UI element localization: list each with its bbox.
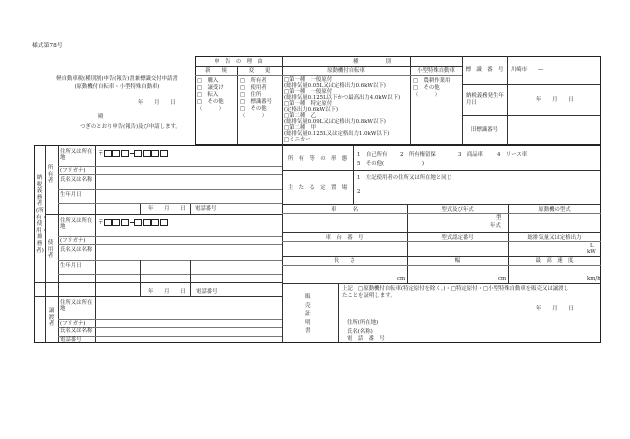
reason-change-header: 変 更 — [248, 68, 271, 74]
owner-furigana-label: (フリガナ) — [60, 168, 86, 174]
type-moped-header: 原動機付自転車 — [327, 68, 365, 74]
certificate-phone-label: 電 話 番 号 — [347, 336, 385, 342]
owner-birth-value: 年 月 日 — [148, 206, 186, 212]
owner-name-label: 氏名又は名称 — [60, 177, 93, 183]
old-plate-label: 旧標識番号 — [471, 127, 498, 133]
certificate-date: 年 月 日 — [536, 306, 574, 312]
form-title: 軽自動車税(種別割)申告(報告)書兼標識交付申請書 — [56, 76, 178, 82]
reason-new-purchase[interactable]: □ 購入 — [197, 78, 219, 84]
transferor-phone-label: 電話番号 — [60, 337, 82, 343]
addressee-suffix: 殿 — [98, 114, 104, 120]
certificate-text-2: たことを証明します。 — [342, 293, 396, 299]
user-postal-code[interactable] — [98, 218, 168, 226]
user-address-label: 住所又は所在地 — [60, 218, 93, 231]
reason-change-plate[interactable]: □ 標識番号 — [240, 99, 273, 105]
reason-new-other[interactable]: □ その他 — [197, 99, 224, 105]
vehicle-maker-label: 車 名 — [331, 207, 358, 213]
type-special-header: 小型特殊自動車 — [417, 68, 455, 74]
form-subtitle: (原動機付自転車・小型特殊自動車) — [74, 84, 160, 90]
type-moped-2b[interactable]: □第二種 乙 — [284, 113, 317, 119]
unit-kilowatts: kW — [587, 249, 596, 255]
reason-new-other-blank[interactable]: （ ） — [197, 106, 224, 112]
header-date: 年 月 日 — [138, 100, 176, 106]
owner-phone-label: 電話番号 — [195, 206, 217, 212]
type-header: 種 別 — [353, 59, 391, 65]
user-birth-value: 年 月 日 — [148, 289, 186, 295]
type-moped-1b-note: (総排気量0.125L以下かつ最高出力4.0kW以下) — [284, 95, 401, 101]
user-birth-label: 生年月日 — [60, 263, 82, 269]
type-moped-2a[interactable]: □第二種 甲 — [284, 125, 317, 131]
displacement-label: 総排気量又は定格出力 — [527, 235, 582, 241]
type-minicar[interactable]: □ミニカー — [284, 137, 311, 143]
type-special-other-blank[interactable]: （ ） — [413, 92, 440, 98]
width-unit: cm — [498, 276, 507, 282]
reason-change-owner[interactable]: □ 所有者 — [240, 78, 267, 84]
user-name-label: 氏名又は名称 — [60, 247, 93, 253]
engine-model-label: 原動機の型式 — [538, 207, 571, 213]
form-number: 様式第78号 — [32, 43, 63, 49]
type-moped-specified-note: (定格出力0.6kW以下) — [284, 107, 338, 113]
owner-postal-code[interactable] — [98, 149, 168, 157]
length-unit: cm — [397, 276, 406, 282]
type-special-farm[interactable]: □ 農耕作業用 — [413, 78, 451, 84]
speed-unit: km/h — [587, 276, 601, 282]
reason-change-other-blank[interactable]: （ ） — [240, 113, 267, 119]
transferor-address-label: 住所又は所在地 — [60, 300, 93, 313]
ownership-option-own[interactable]: 1 自己所有 — [357, 152, 388, 158]
reason-new-header: 新 規 — [205, 68, 227, 74]
tax-liability-date-label: 納税義務発生年月日 — [466, 93, 504, 106]
storage-option-2[interactable]: 2 — [357, 189, 361, 195]
postal-mark: 〒 — [98, 151, 104, 157]
reason-change-address[interactable]: □ 住所 — [240, 92, 262, 98]
tax-liability-date-value: 年 月 日 — [536, 97, 574, 103]
reason-change-user[interactable]: □ 使用者 — [240, 85, 267, 91]
owner-label: 所有者 — [47, 165, 54, 185]
storage-same-as-user[interactable]: 1 左記使用者の住所又は所在地と同じ — [357, 175, 453, 181]
year-unit: 年式 — [490, 223, 501, 229]
unit-liters: L — [590, 243, 594, 249]
max-speed-label: 最 高 速 度 — [535, 258, 574, 264]
ownership-option-other[interactable]: 5 その他( ) — [357, 161, 424, 167]
transferor-name-label: 氏名又は名称 — [60, 328, 93, 334]
certification-number-label: 型式認定番号 — [441, 235, 474, 241]
transferor-furigana-label: (フリガナ) — [60, 321, 86, 327]
type-moped-1a[interactable]: □第一種 一般原付 — [284, 77, 333, 83]
certificate-address-label: 住所(所在地) — [347, 320, 379, 326]
vehicle-model-year-label: 型式及び年式 — [441, 207, 474, 213]
length-label: 長 さ — [333, 258, 356, 264]
type-moped-1a-note: (総排気量0.05L又は定格出力0.6kW以下) — [284, 83, 386, 89]
user-phone-label: 電話番号 — [196, 289, 218, 295]
reason-new-move-in[interactable]: □ 転入 — [197, 92, 219, 98]
width-label: 幅 — [454, 258, 461, 264]
storage-label: 主 た る 定 置 場 — [287, 185, 348, 191]
owner-birth-label: 生年月日 — [60, 192, 82, 198]
type-moped-specified[interactable]: □第一種 特定原付 — [284, 101, 333, 107]
ownership-option-lease[interactable]: 4 リース車 — [497, 152, 528, 158]
model-unit: 型 — [496, 215, 502, 221]
type-moped-2a-note: (総排気量0.125L又は定格出力1.0kW以下) — [284, 131, 390, 137]
certificate-text-1: 上記 □原動機付自転車(特定原付を除く。)・□特定原付・□小型特殊自動車を販売又は譲渡し — [342, 286, 569, 292]
ownership-label: 所 有 等 の 形 態 — [287, 156, 348, 162]
reason-new-transfer[interactable]: □ 譲受け — [197, 85, 224, 91]
plate-city: 川崎市 — — [511, 67, 544, 73]
reason-change-other[interactable]: □ その他 — [240, 106, 267, 112]
plate-number-label: 標 識 番 号 — [465, 67, 504, 73]
user-label: 使用者 — [47, 240, 54, 260]
certificate-label: 販売証明書 — [305, 294, 311, 334]
type-moped-2b-note: (総排気量0.09L又は定格出力0.8kW以下) — [284, 119, 386, 125]
declaration-statement: つぎのとおり申告(報告)及び申請します。 — [80, 124, 181, 130]
owner-address-label: 住所又は所在地 — [60, 149, 93, 162]
type-moped-1b[interactable]: □第一種 一般原付 — [284, 89, 333, 95]
postal-mark: 〒 — [98, 220, 104, 226]
transferor-label: 譲渡者 — [48, 308, 55, 328]
taxpayer-group-label: 納税義務者(所有・使用・兼務者) — [36, 175, 48, 254]
user-furigana-label: (フリガナ) — [60, 238, 86, 244]
ownership-option-retained[interactable]: 2 所有権留保 — [400, 152, 436, 158]
reason-header: 申 告 の 理 由 — [214, 59, 263, 65]
chassis-number-label: 車 台 番 号 — [325, 235, 364, 241]
type-special-other[interactable]: □ その他 — [413, 85, 440, 91]
certificate-name-label: 氏名(名称) — [347, 329, 373, 335]
ownership-option-stock[interactable]: 3 商品車 — [458, 152, 483, 158]
